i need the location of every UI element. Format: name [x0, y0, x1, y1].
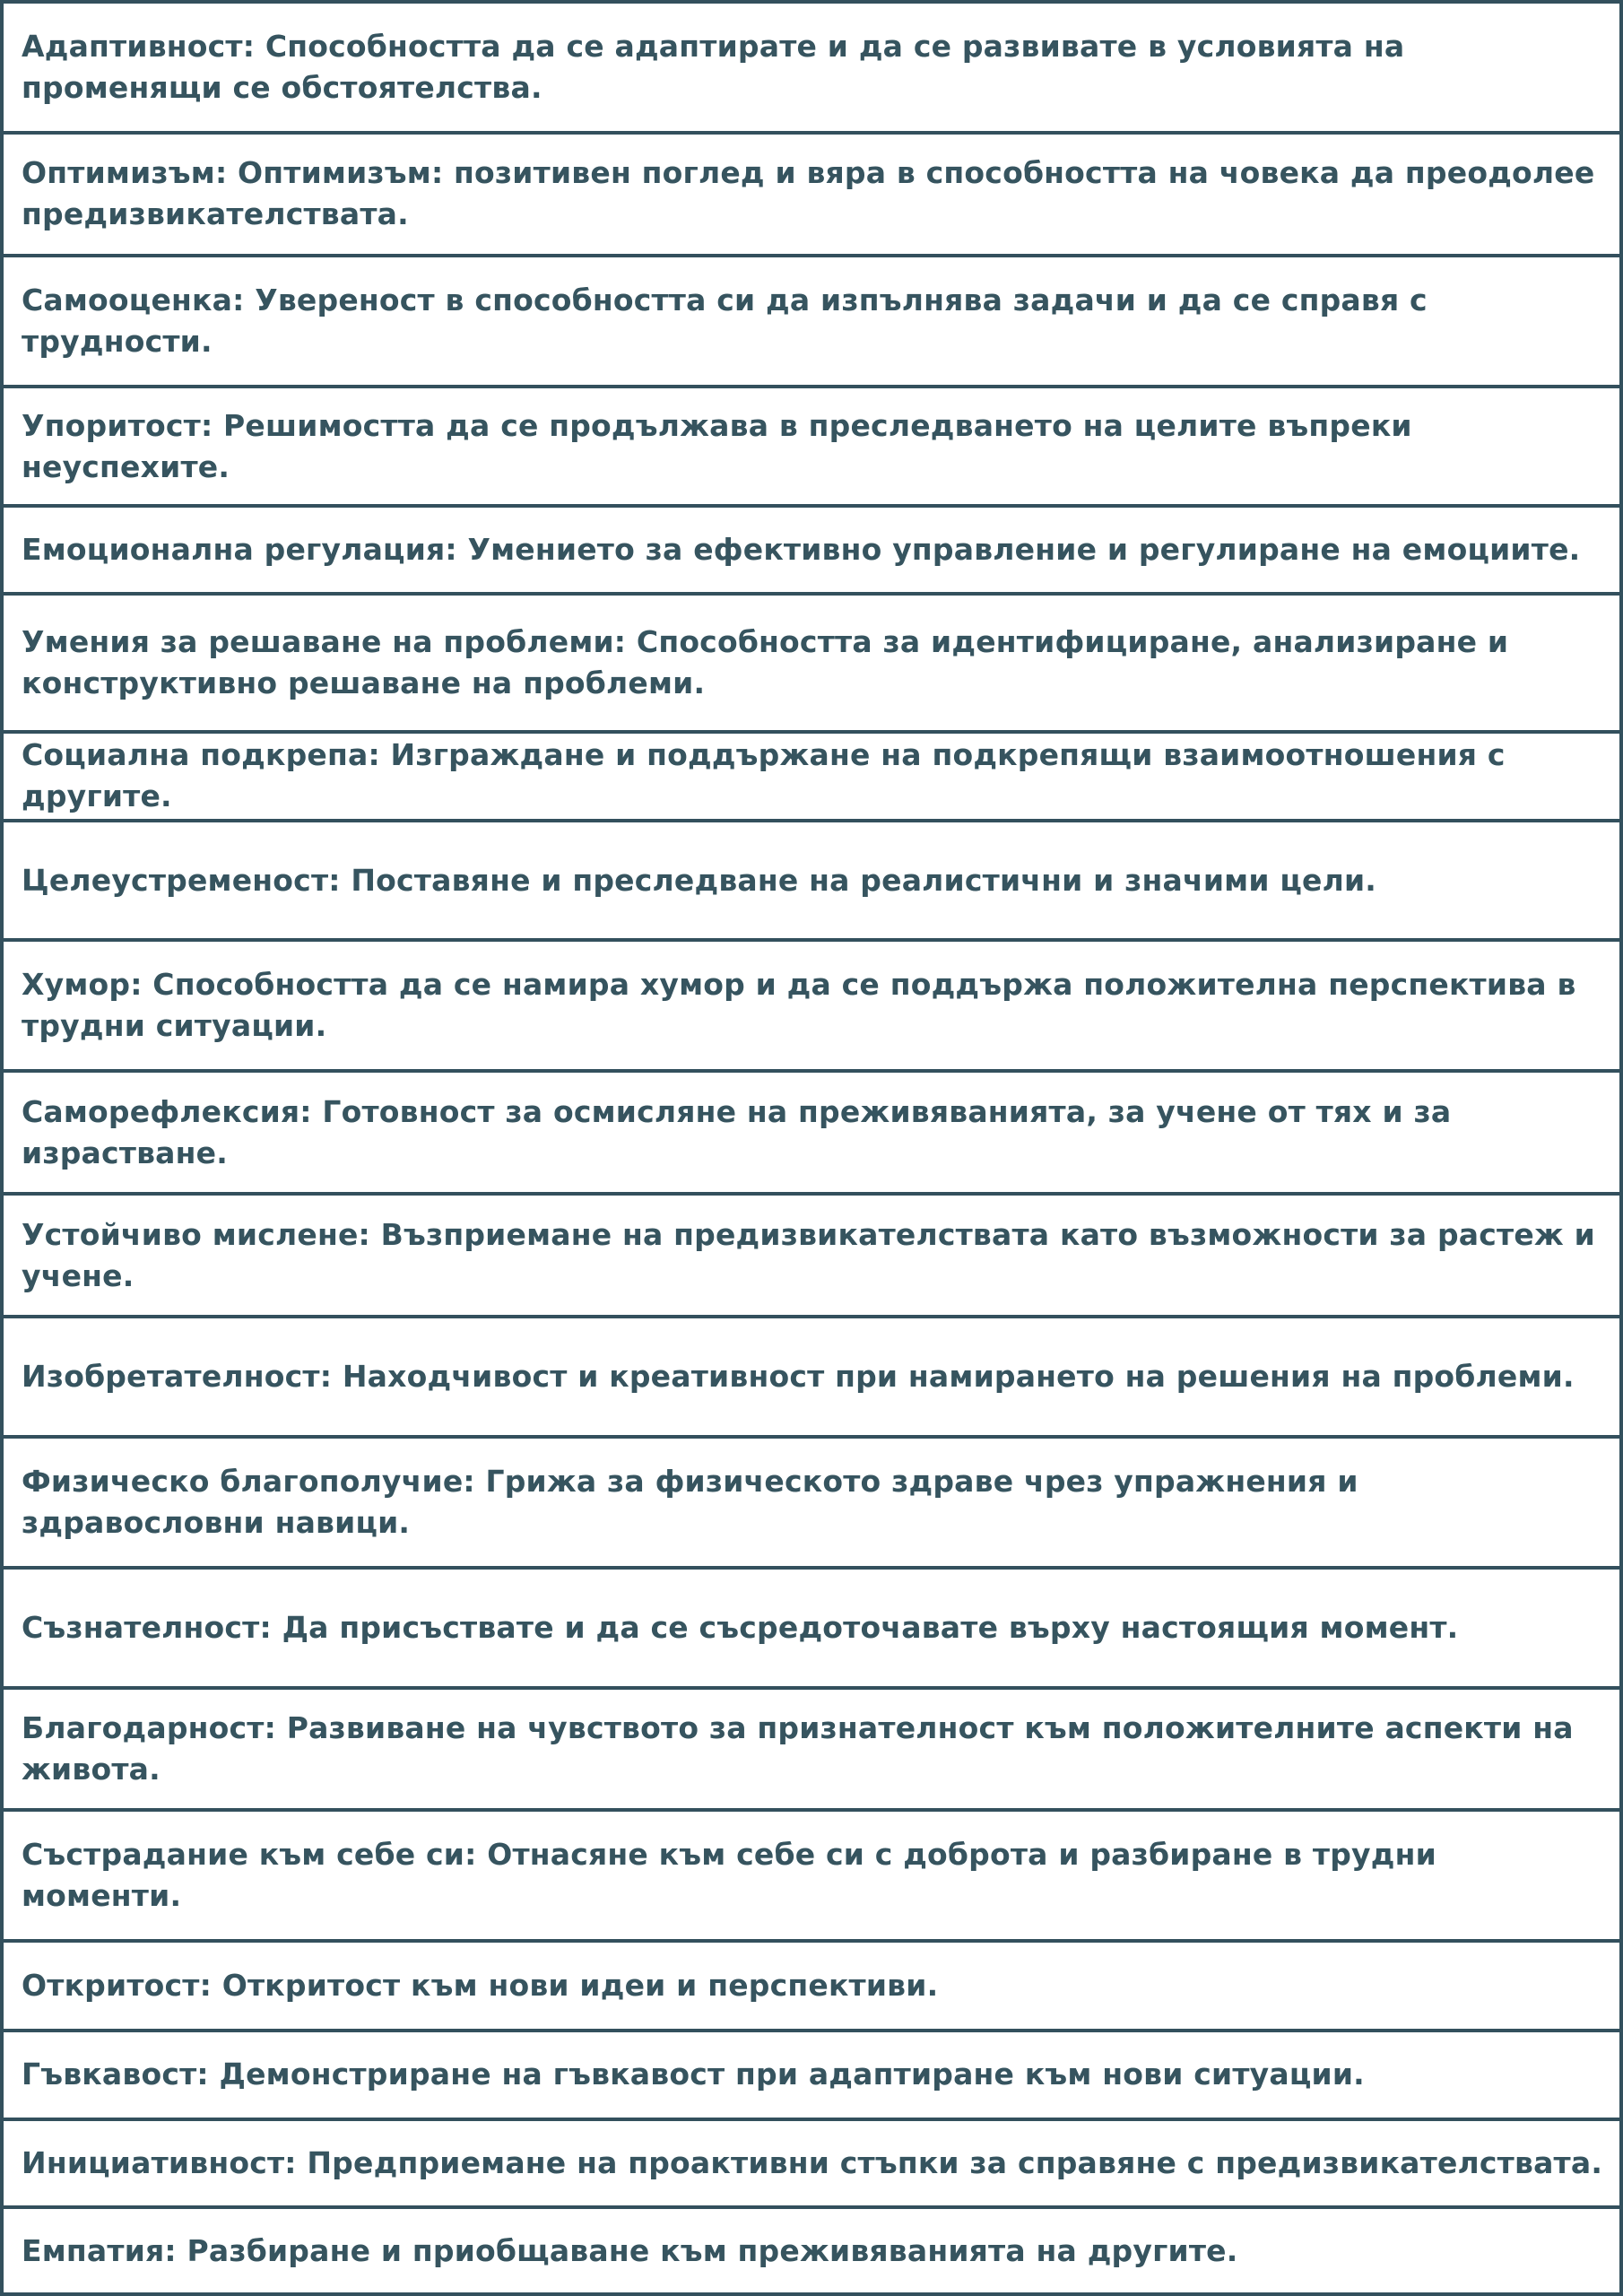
table-row [2, 2, 1621, 133]
trait-cell: Оптимизъм: Оптимизъм: позитивен поглед и вяра в способността на човека да преодолее предизвикателствата. [2, 133, 1621, 256]
table-row [2, 1688, 1621, 1811]
table-row [2, 594, 1621, 732]
trait-cell: Саморефлексия: Готовност за осмисляне на преживяванията, за учене от тях и за израстване. [2, 1071, 1621, 1194]
trait-cell: Състрадание към себе си: Отнасяне към себе си с доброта и разбиране в трудни моменти. [2, 1810, 1621, 1941]
table-row [2, 387, 1621, 507]
trait-cell: Хумор: Способността да се намира хумор и да се поддържа положителна перспектива в трудни ситуации. [2, 940, 1621, 1071]
table-row [2, 1810, 1621, 1941]
table-row [2, 2031, 1621, 2119]
table-row [2, 1568, 1621, 1688]
trait-cell: Умения за решаване на проблеми: Способността за идентифициране, анализиране и конструктивно решаване на проблеми. [2, 594, 1621, 732]
trait-cell: Устойчиво мислене: Възприемане на предизвикателствата като възможности за растеж и учене. [2, 1194, 1621, 1317]
trait-cell: Емоционална регулация: Умението за ефективно управление и регулиране на емоциите. [2, 506, 1621, 594]
trait-cell: Изобретателност: Находчивост и креативност при намирането на решения на проблеми. [2, 1317, 1621, 1437]
table-row [2, 821, 1621, 941]
trait-cell: Адаптивност: Способността да се адаптирате и да се развивате в условията на променящи се обстоятелства. [2, 2, 1621, 133]
table-row [2, 1941, 1621, 2031]
table-row [2, 1317, 1621, 1437]
trait-cell: Гъвкавост: Демонстриране на гъвкавост при адаптиране към нови ситуации. [2, 2031, 1621, 2119]
trait-cell: Емпатия: Разбиране и приобщаване към преживяванията на другите. [2, 2207, 1621, 2294]
traits-table-body [2, 2, 1621, 2294]
table-row [2, 2119, 1621, 2208]
table-row [2, 1194, 1621, 1317]
table-row [2, 940, 1621, 1071]
trait-cell: Съзнателност: Да присъствате и да се съсредоточавате върху настоящия момент. [2, 1568, 1621, 1688]
trait-cell: Социална подкрепа: Изграждане и поддържане на подкрепящи взаимоотношения с другите. [2, 732, 1621, 821]
trait-cell: Откритост: Откритост към нови идеи и перспективи. [2, 1941, 1621, 2031]
table-row [2, 1071, 1621, 1194]
table-row [2, 1437, 1621, 1568]
trait-cell: Инициативност: Предприемане на проактивни стъпки за справяне с предизвикателствата. [2, 2119, 1621, 2208]
trait-cell: Упоритост: Решимостта да се продължава в преследването на целите въпреки неуспехите. [2, 387, 1621, 507]
trait-cell: Физическо благополучие: Грижа за физическото здраве чрез упражнения и здравословни навици. [2, 1437, 1621, 1568]
trait-cell: Самооценка: Увереност в способността си да изпълнява задачи и да се справя с трудности. [2, 256, 1621, 387]
table-row [2, 256, 1621, 387]
table-row [2, 732, 1621, 821]
trait-cell: Целеустременост: Поставяне и преследване на реалистични и значими цели. [2, 821, 1621, 941]
table-row [2, 133, 1621, 256]
trait-cell: Благодарност: Развиване на чувството за признателност към положителните аспекти на живота. [2, 1688, 1621, 1811]
table-row [2, 506, 1621, 594]
table-row [2, 2207, 1621, 2294]
